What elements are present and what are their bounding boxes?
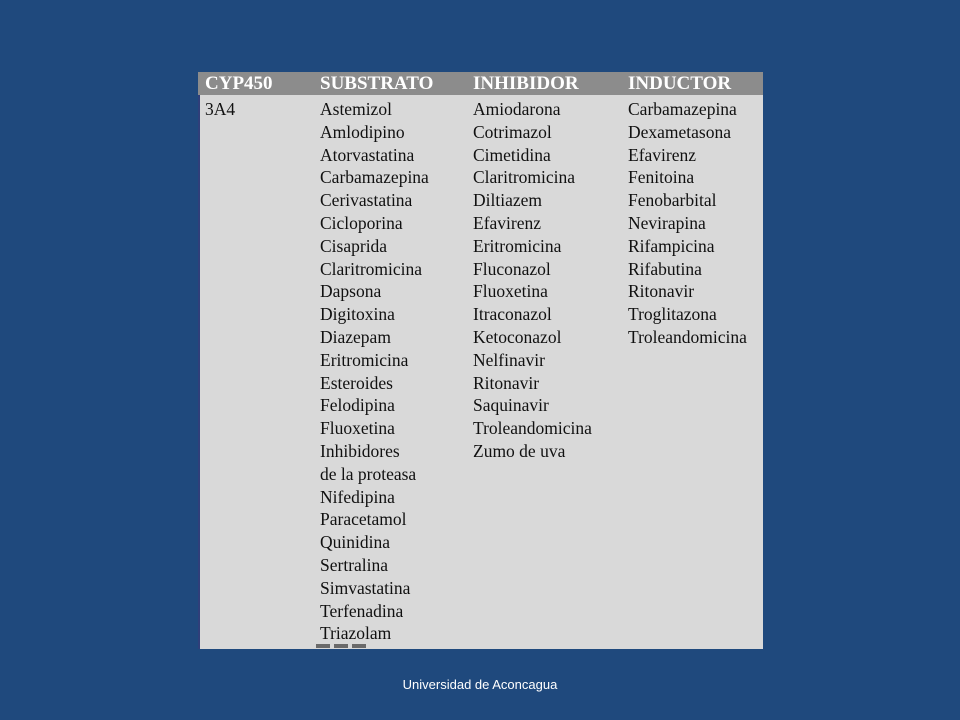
cyp450-cell: 3A4 (205, 99, 236, 119)
inhibidor-cell: Zumo de uva (473, 440, 566, 461)
substrato-cell: Quinidina (320, 532, 390, 553)
inductor-cell: Fenitoina (628, 167, 695, 188)
inhibidor-cell: Cotrimazol (473, 121, 552, 142)
inhibidor-cell: Diltiazem (473, 190, 543, 211)
substrato-cell: Carbamazepina (320, 167, 429, 188)
column-inhibidor (473, 98, 592, 463)
inductor-cell: Troglitazona (628, 304, 717, 325)
substrato-cell: Dapsona (320, 281, 382, 302)
substrato-cell: Simvastatina (320, 577, 411, 598)
inhibidor-cell: Cimetidina (473, 144, 551, 165)
substrato-cell: Claritromicina (320, 258, 423, 279)
inhibidor-cell: Amiodarona (473, 99, 561, 119)
header-substrato: SUBSTRATO (320, 73, 434, 94)
substrato-cell: Esteroides (320, 372, 393, 393)
substrato-cell: Cerivastatina (320, 190, 413, 211)
substrato-cell: Digitoxina (320, 304, 395, 325)
inhibidor-cell: Ketoconazol (473, 326, 562, 347)
inhibidor-cell: Troleandomicina (473, 418, 592, 439)
table-header-row (198, 72, 763, 95)
header-inhibidor: INHIBIDOR (473, 73, 579, 94)
header-cyp450: CYP450 (205, 73, 273, 94)
inhibidor-cell: Eritromicina (473, 235, 562, 256)
inhibidor-cell: Saquinavir (473, 395, 549, 416)
drug-interaction-table (198, 72, 763, 649)
substrato-cell: Triazolam (320, 623, 392, 644)
substrato-cell: Cisaprida (320, 235, 388, 256)
column-substrato (320, 98, 429, 645)
table-left-border (198, 72, 200, 649)
substrato-cell: Sertralina (320, 554, 389, 575)
substrato-cell: Eritromicina (320, 349, 409, 370)
inductor-cell: Rifampicina (628, 235, 715, 256)
substrato-cell: Astemizol (320, 99, 392, 119)
inductor-cell: Dexametasona (628, 121, 732, 142)
substrato-cell: Paracetamol (320, 509, 407, 530)
substrato-cell: Amlodipino (320, 121, 405, 142)
inhibidor-cell: Ritonavir (473, 372, 540, 393)
column-cyp450 (205, 98, 235, 121)
substrato-cell: Atorvastatina (320, 144, 415, 165)
substrato-cell: Diazepam (320, 326, 391, 347)
cropped-text-fragment (316, 644, 376, 649)
inhibidor-cell: Claritromicina (473, 167, 576, 188)
footer-institution: Universidad de Aconcagua (402, 677, 558, 692)
substrato-cell: Terfenadina (320, 600, 404, 621)
inhibidor-cell: Fluconazol (473, 258, 551, 279)
inhibidor-cell: Fluoxetina (473, 281, 548, 302)
inhibidor-cell: Efavirenz (473, 212, 542, 233)
substrato-cell: de la proteasa (320, 463, 417, 484)
header-inductor: INDUCTOR (628, 73, 732, 94)
substrato-cell: Cicloporina (320, 212, 403, 233)
column-inductor (628, 98, 747, 349)
inductor-cell: Troleandomicina (628, 326, 747, 347)
substrato-cell: Inhibidores (320, 440, 400, 461)
substrato-cell: Fluoxetina (320, 418, 395, 439)
inductor-cell: Rifabutina (628, 258, 702, 279)
substrato-cell: Nifedipina (320, 486, 395, 507)
inhibidor-cell: Itraconazol (473, 304, 552, 325)
inductor-cell: Nevirapina (628, 212, 706, 233)
inductor-cell: Carbamazepina (628, 99, 737, 119)
inductor-cell: Efavirenz (628, 144, 697, 165)
substrato-cell: Felodipina (320, 395, 395, 416)
inductor-cell: Ritonavir (628, 281, 695, 302)
inductor-cell: Fenobarbital (628, 190, 717, 211)
inhibidor-cell: Nelfinavir (473, 349, 545, 370)
